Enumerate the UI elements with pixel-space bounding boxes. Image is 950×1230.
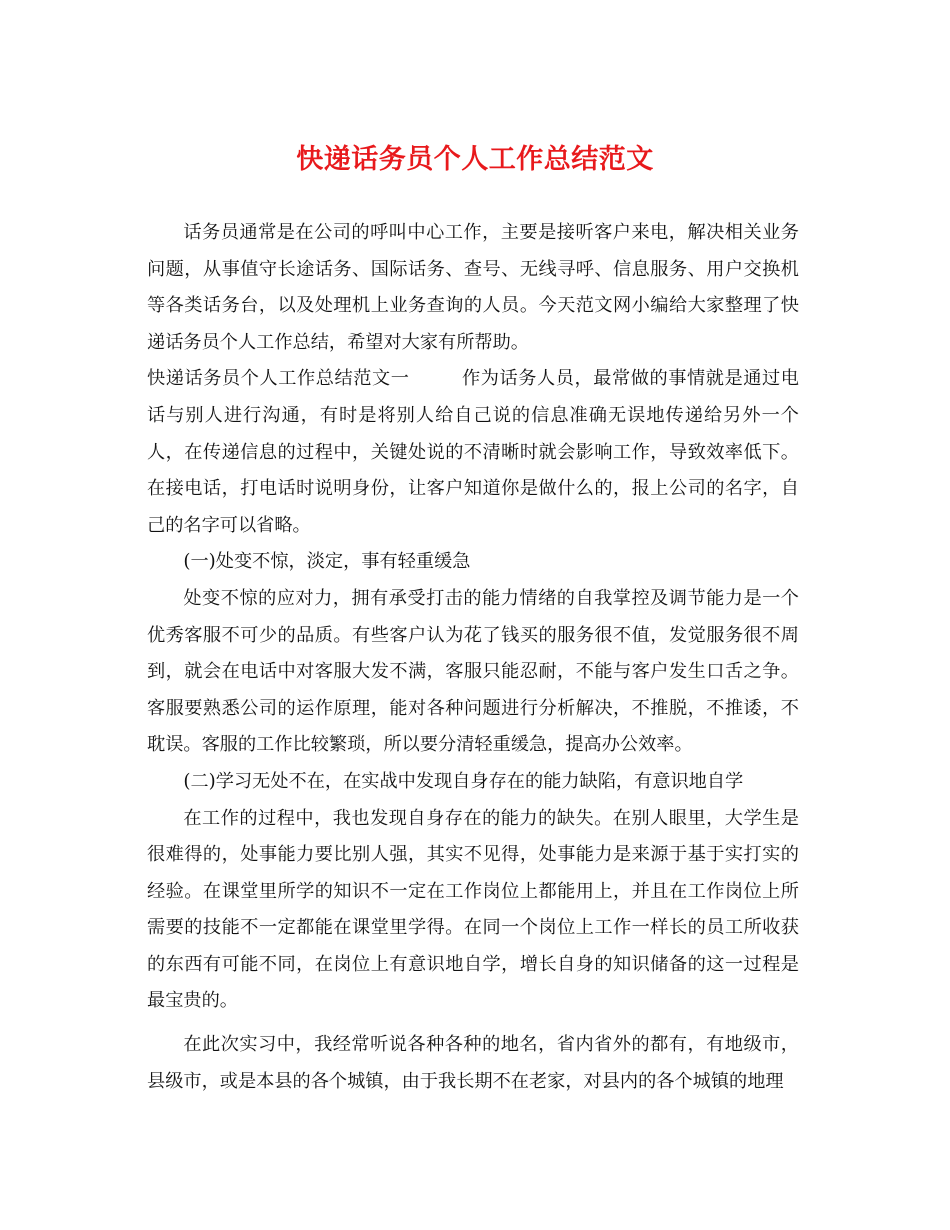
paragraph-1: 处变不惊的应对力，拥有承受打击的能力情绪的自我掌控及调节能力是一个优秀客服不可少的品质。有些客户认为花了钱买的服务很不值，发觉服务很不周到，就会在电话中对客服大发不满，客服只能忍耐，不能与客户发生口舌之争。客服要熟悉公司的运作原理，能对各种问题进行分析解决，不推脱，不推诿，不耽误。客服的工作比较繁琐，所以要分清轻重缓急，提高办公效率。 (147, 587, 799, 756)
paragraph-3: 在此次实习中，我经常听说各种各种的地名，省内省外的都有，有地级市，县级市，或是本县的各个城镇，由于我长期不在老家，对县内的各个城镇的地理 (147, 1034, 799, 1092)
intro-paragraph: 话务员通常是在公司的呼叫中心工作，主要是接听客户来电，解决相关业务问题，从事值守长途话务、国际话务、查号、无线寻呼、信息服务、用户交换机等各类话务台，以及处理机上业务查询的人员。今天范文网小编给大家整理了快递话务员个人工作总结，希望对大家有所帮助。 (147, 222, 799, 353)
heading-1: (一)处变不惊，淡定，事有轻重缓急 (183, 551, 471, 573)
section-title: 快递话务员个人工作总结范文一 (147, 368, 410, 390)
heading-2: (二)学习无处不在，在实战中发现自身存在的能力缺陷，有意识地自学 (183, 770, 744, 792)
paragraph-2: 在工作的过程中，我也发现自身存在的能力的缺失。在别人眼里，大学生是很难得的，处事能力要比别人强，其实不见得，处事能力是来源于基于实打实的经验。在课堂里所学的知识不一定在工作岗位上都能用上，并且在工作岗位上所需要的技能不一定都能在课堂里学得。在同一个岗位上工作一样长的员工所收获的东西有可能不同，在岗位上有意识地自学，增长自身的知识储备的这一过程是最宝贵的。 (147, 807, 799, 1012)
section-text: 作为话务人员，最常做的事情就是通过电话与别人进行沟通，有时是将别人给自己说的信息准确无误地传递给另外一个人，在传递信息的过程中，关键处说的不清晰时就会影响工作，导致效率低下。在接电话，打电话时说明身份，让客户知道你是做什么的，报上公司的名字，自己的名字可以省略。 (147, 368, 799, 536)
document-body (147, 215, 799, 1100)
document-title: 快递话务员个人工作总结范文 (296, 144, 654, 175)
section-paragraph (147, 361, 799, 544)
